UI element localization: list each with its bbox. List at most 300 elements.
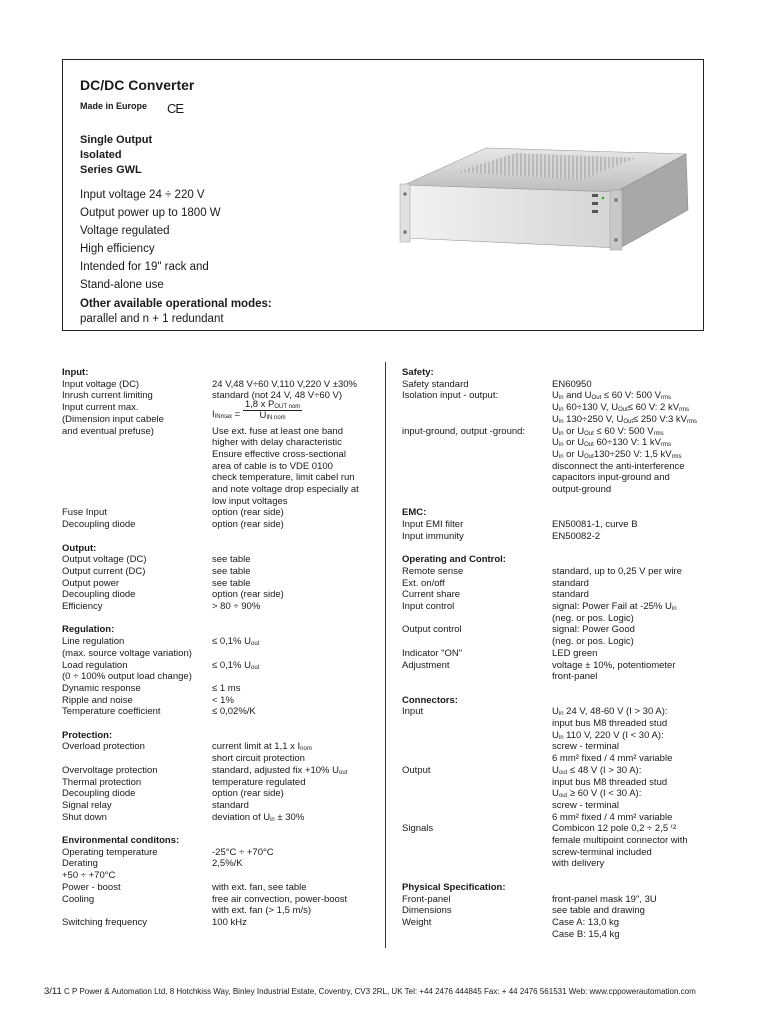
spec-row [402, 531, 722, 543]
spec-value: screw - terminal [552, 741, 620, 753]
vtext: ≥ 60 V (I < 30 A): [567, 788, 642, 800]
spec-row [402, 589, 722, 601]
spec-label-empty [402, 484, 552, 496]
spec-row [62, 601, 382, 613]
spec-row [402, 847, 722, 859]
spec-row [62, 519, 382, 531]
spec-value: (neg. or pos. Logic) [552, 636, 634, 648]
spec-value: screw - terminal [552, 799, 620, 811]
spec-label: (max. source voltage variation) [62, 647, 192, 659]
spec-value: with delivery [552, 858, 605, 870]
spec-label-empty [402, 741, 552, 753]
made-in-label: Made in Europe [80, 101, 148, 111]
vtext: ≤ 60 V: 500 V [593, 425, 654, 437]
input-current-label: Input current max. [62, 402, 139, 414]
spec-label: Overvoltage protection [62, 764, 158, 776]
spec-label: Current share [402, 589, 461, 601]
vsub: in [558, 395, 564, 402]
spec-row [62, 648, 382, 660]
value-text: deviation of U [212, 811, 271, 823]
dimension-label: (Dimension input cabele [62, 413, 164, 425]
spec-value: EN50082-2 [552, 530, 601, 542]
spec-row-input-current [62, 399, 382, 425]
spec-row [402, 905, 722, 917]
spec-row [62, 870, 382, 882]
spec-value: capacitors input-ground and [552, 472, 670, 484]
formula-den-text: U [259, 410, 267, 422]
spec-value: free air convection, power-boost [212, 893, 348, 905]
spacer [402, 543, 722, 555]
other-modes [80, 297, 272, 327]
vtext: 60÷130 V, U [563, 402, 619, 414]
spec-value: output-ground [552, 484, 612, 496]
spec-row [62, 496, 382, 508]
vtext: U [552, 788, 559, 800]
feature-item: High efficiency [80, 243, 155, 255]
spec-value: standard [212, 799, 249, 811]
spec-label: Load regulation [62, 659, 128, 671]
vsub: in [671, 606, 677, 613]
spec-value: 100 kHz [212, 916, 247, 928]
spacer [402, 496, 722, 508]
spec-label: Signals [402, 823, 434, 835]
vtext: and U [563, 390, 592, 402]
vtext: or U [563, 437, 585, 449]
spec-row [62, 554, 382, 566]
spec-value: short circuit protection [212, 753, 305, 765]
page-footer [44, 986, 696, 997]
vsub: in [558, 407, 564, 414]
spec-value: see table [212, 577, 251, 589]
spec-value: low input voltages [212, 495, 288, 507]
spec-row [402, 472, 722, 484]
spec-value: front-panel mask 19", 3U [552, 893, 657, 905]
spec-row [62, 812, 382, 824]
spec-row [62, 905, 382, 917]
spec-value: Ensure effective cross-sectional [212, 448, 346, 460]
other-modes-value: parallel and n + 1 redundant [80, 313, 224, 325]
spec-row [62, 461, 382, 473]
spec-label-empty [402, 730, 552, 742]
formula-den-sub: IN nom [266, 415, 286, 422]
section-title-emc: EMC: [402, 507, 427, 519]
spec-row [402, 414, 722, 426]
spec-label-empty [402, 613, 552, 625]
spec-label-empty [402, 753, 552, 765]
feature-item: Output power up to 1800 W [80, 207, 221, 219]
spec-value: -25°C ÷ +70°C [212, 846, 274, 858]
spec-right-column [402, 367, 722, 940]
vsub: rms [661, 395, 672, 402]
spec-row [62, 882, 382, 894]
spacer [62, 531, 382, 543]
feature-item: Stand-alone use [80, 279, 164, 291]
spec-label: Input EMI filter [402, 519, 464, 531]
spec-label-empty [62, 484, 212, 496]
spec-label: Overload protection [62, 741, 145, 753]
spec-label-empty [402, 402, 552, 414]
spec-row [402, 894, 722, 906]
spec-row [402, 379, 722, 391]
spec-value: input bus M8 threaded stud [552, 718, 668, 730]
spec-row [62, 777, 382, 789]
vsub: rms [679, 407, 690, 414]
value-text: ≤ 0,1% U [212, 636, 252, 648]
spec-value: 6 mm² fixed / 4 mm² variable [552, 811, 673, 823]
spec-label-empty [402, 812, 552, 824]
section-title-safety: Safety: [402, 367, 434, 378]
spec-label-empty [62, 753, 212, 765]
spec-row [62, 741, 382, 753]
spec-label-empty [402, 414, 552, 426]
spec-label: (0 ÷ 100% output load change) [62, 671, 192, 683]
spec-label: Cooling [62, 893, 95, 905]
section-title-connectors: Connectors: [402, 694, 458, 706]
spec-value: Use ext. fuse at least one band [212, 425, 343, 437]
spec-value: with ext. fan, see table [212, 881, 307, 893]
spec-row [62, 753, 382, 765]
spec-value: 24 V,48 V÷60 V,110 V,220 V ±30% [212, 378, 357, 390]
vtext: 130÷250 V: 1,5 kV [593, 448, 672, 460]
spec-row [62, 507, 382, 519]
spec-value: standard [552, 589, 589, 601]
series-line: Series GWL [80, 164, 142, 176]
spec-value: Combicon 12 pole 0,2 ÷ 2,5 ⁽² [552, 823, 677, 835]
spec-row [402, 823, 722, 835]
spec-label: Front-panel [402, 893, 451, 905]
vtext: U [552, 448, 559, 460]
spec-label [62, 402, 212, 425]
section-title-input: Input: [62, 367, 89, 378]
series-block [80, 133, 152, 178]
spacer [62, 613, 382, 625]
spec-row [402, 519, 722, 531]
vtext: 24 V, 48-60 V (I > 30 A): [563, 706, 668, 718]
spec-value: Case B: 15,4 kg [552, 928, 620, 940]
spec-row [402, 390, 722, 402]
spec-row [62, 788, 382, 800]
section-title-physical: Physical Specification: [402, 881, 506, 893]
spacer [402, 870, 722, 882]
spec-value: signal: Power Good [552, 624, 635, 636]
spec-label: Adjustment [402, 659, 450, 671]
spec-value: area of cable is to VDE 0100 [212, 460, 333, 472]
vsub: rms [671, 453, 682, 460]
formula-fraction [243, 400, 302, 421]
spec-row [402, 835, 722, 847]
vtext: ≤ 250 V:3 kV [633, 413, 688, 425]
formula-num-text: 1,8 x P [244, 399, 275, 411]
formula-denominator [243, 411, 302, 421]
spec-value [552, 449, 682, 461]
spec-value: Case A: 13,0 kg [552, 916, 620, 928]
spec-label [402, 929, 552, 941]
spec-row [62, 695, 382, 707]
spec-row [402, 660, 722, 672]
spec-row [402, 753, 722, 765]
spec-row [402, 858, 722, 870]
spec-value: standard (not 24 V, 48 V÷60 V) [212, 390, 343, 402]
value-text: ≤ 0,1% U [212, 659, 252, 671]
spec-value: EN60950 [552, 378, 592, 390]
spec-row [402, 648, 722, 660]
spec-value: see table [212, 554, 251, 566]
spec-label-empty [402, 847, 552, 859]
vtext: U [552, 437, 559, 449]
vtext: ≤ 60 V: 2 kV [627, 402, 680, 414]
spec-label: Power - boost [62, 881, 121, 893]
vtext: U [552, 402, 559, 414]
spec-label: Safety standard [402, 378, 469, 390]
value-text: current limit at 1,1 x I [212, 741, 301, 753]
spec-label [402, 671, 552, 683]
section-title-regulation: Regulation: [62, 624, 115, 636]
spec-value: option (rear side) [212, 507, 284, 519]
feature-list [80, 186, 221, 294]
spec-label-empty [402, 718, 552, 730]
spec-row [402, 765, 722, 777]
vsub: in [558, 418, 564, 425]
vsub: Out [584, 453, 594, 460]
spec-value [552, 765, 641, 777]
spec-value: option (rear side) [212, 788, 284, 800]
vsub: Out [618, 407, 628, 414]
spec-row [402, 800, 722, 812]
vtext: ≤ 48 V (I > 30 A): [567, 764, 642, 776]
spec-label: Indicator "ON" [402, 647, 463, 659]
vtext: or U [563, 448, 585, 460]
spec-row [402, 917, 722, 929]
spec-value: screw-terminal included [552, 846, 652, 858]
vsub: Out [584, 442, 594, 449]
spec-row [62, 472, 382, 484]
spec-value: disconnect the anti-interference [552, 460, 685, 472]
spec-value: female multipoint connector with [552, 835, 688, 847]
spec-label: Output [402, 764, 431, 776]
spec-value [552, 390, 671, 402]
spec-row [62, 894, 382, 906]
spec-row [402, 566, 722, 578]
spec-label-empty [402, 449, 552, 461]
spec-left-column [62, 367, 382, 929]
spec-label-empty [62, 461, 212, 473]
formula-lhs: I [212, 409, 215, 421]
spec-label-empty [402, 472, 552, 484]
spec-row [402, 449, 722, 461]
spacer [402, 683, 722, 695]
spec-value: EN50081-1, curve B [552, 519, 638, 531]
input-current-formula: $I_{INmax}$ = $\frac{1,8 x P_{OUT nom}}{U_{IN nom}}$ [212, 399, 301, 422]
value-sub: nom [300, 746, 312, 753]
spec-label-empty [62, 437, 212, 449]
spec-row [62, 917, 382, 929]
vsub: Out [584, 430, 594, 437]
page-number: 3/11 [44, 986, 62, 997]
spacer [62, 823, 382, 835]
vtext: U [552, 706, 559, 718]
spec-row [402, 636, 722, 648]
spec-row [402, 741, 722, 753]
spec-row [402, 671, 722, 683]
vsub: rms [687, 418, 698, 425]
spec-label: Derating [62, 858, 98, 870]
section-title-protection: Protection: [62, 729, 113, 741]
formula-numerator [243, 400, 302, 411]
spec-label: Switching frequency [62, 916, 148, 928]
spec-label: input-ground, output -ground: [402, 425, 526, 437]
spec-value: voltage ± 10%, potentiometer [552, 659, 676, 671]
spec-value: 2,5%/K [212, 858, 243, 870]
value-text: standard, adjusted fix +10% U [212, 764, 340, 776]
vtext: U [552, 425, 559, 437]
spec-label-empty [62, 449, 212, 461]
vsub: in [558, 430, 564, 437]
spec-row [62, 379, 382, 391]
spec-label: Input immunity [402, 530, 464, 542]
spec-label: Output current (DC) [62, 565, 146, 577]
spec-row [62, 437, 382, 449]
spec-row [402, 426, 722, 438]
spec-label [402, 636, 552, 648]
value-sub: out [339, 769, 348, 776]
vtext: U [552, 413, 559, 425]
vsub: in [558, 734, 564, 741]
spec-label: Ripple and noise [62, 694, 133, 706]
spec-row [62, 660, 382, 672]
spec-value: check temperature, limit cabel run [212, 472, 355, 484]
spec-row [402, 437, 722, 449]
series-line: Isolated [80, 149, 122, 161]
vsub: out [558, 769, 568, 776]
vsub: Out [591, 395, 602, 402]
spec-value: option (rear side) [212, 589, 284, 601]
feature-item: Voltage regulated [80, 225, 170, 237]
vtext: 60÷130 V: 1 kV [593, 437, 661, 449]
spec-row [402, 484, 722, 496]
spec-row [402, 929, 722, 941]
spec-row [402, 788, 722, 800]
section-title-operating-control: Operating and Control: [402, 554, 506, 566]
vsub: in [558, 711, 564, 718]
spec-label: Ext. on/off [402, 577, 445, 589]
section-title-output: Output: [62, 542, 97, 554]
spec-row [62, 636, 382, 648]
spec-value [212, 765, 347, 777]
vsub: in [558, 453, 564, 460]
spec-label: Fuse Input [62, 507, 107, 519]
spec-label: Dynamic response [62, 682, 141, 694]
spec-row [402, 812, 722, 824]
spec-value: see table [212, 565, 251, 577]
spec-value: higher with delay characteristic [212, 437, 342, 449]
spec-label-empty [62, 472, 212, 484]
value-tail: ± 30% [274, 811, 305, 823]
spec-row [402, 730, 722, 742]
value-sub: out [251, 664, 260, 671]
spec-value: ≤ 0,02%/K [212, 706, 256, 718]
spec-label-empty [402, 800, 552, 812]
vsub: in [558, 442, 564, 449]
vsub: rms [661, 442, 671, 449]
spec-row [62, 426, 382, 438]
spec-value [212, 660, 259, 672]
spec-label-empty [402, 777, 552, 789]
spec-value [552, 402, 689, 414]
spec-label: Output voltage (DC) [62, 554, 147, 566]
spec-label: Input voltage (DC) [62, 378, 140, 390]
spec-label: Efficiency [62, 601, 103, 613]
spec-row [62, 484, 382, 496]
spec-label: Output control [402, 624, 462, 636]
spec-value: front-panel [552, 671, 598, 683]
spec-row [62, 800, 382, 812]
spec-value [552, 601, 677, 613]
ce-mark-icon: CE [167, 101, 184, 116]
value-sub: in [270, 816, 275, 823]
spec-row [402, 461, 722, 473]
vtext: U [552, 390, 559, 402]
spec-label: Weight [402, 916, 432, 928]
spec-row [62, 390, 382, 402]
spec-value: see table and drawing [552, 905, 645, 917]
spec-value [552, 706, 668, 718]
spec-label: +50 ÷ +70°C [62, 870, 116, 882]
spec-label-empty [402, 461, 552, 473]
spec-value: input bus M8 threaded stud [552, 776, 668, 788]
spec-label: Temperature coefficient [62, 706, 161, 718]
spec-label: Isolation input - output: [402, 390, 499, 402]
spec-label: Remote sense [402, 565, 464, 577]
spec-label: Output power [62, 577, 120, 589]
spec-value [552, 426, 664, 438]
spec-label: Thermal protection [62, 776, 142, 788]
formula-num-sub: OUT nom [274, 404, 301, 411]
spec-row [62, 449, 382, 461]
spec-label: Line regulation [62, 636, 125, 648]
section-title-environment: Environmental conditons: [62, 835, 180, 847]
spec-value: and note voltage drop especially at [212, 484, 359, 496]
vtext: or U [563, 425, 585, 437]
value-sub: out [251, 641, 260, 648]
spec-label-empty [62, 496, 212, 508]
spec-row [62, 671, 382, 683]
spec-label [62, 905, 212, 917]
vtext: U [552, 764, 559, 776]
spec-value [212, 741, 312, 753]
spec-label: Dimensions [402, 905, 452, 917]
spec-label: Operating temperature [62, 846, 158, 858]
vtext: ≤ 60 V: 500 V [601, 390, 662, 402]
spec-value [552, 788, 641, 800]
spec-label: and eventual prefuse) [62, 425, 154, 437]
spec-value: < 1% [212, 694, 234, 706]
spec-value: > 80 ÷ 90% [212, 601, 261, 613]
formula-lhs-sub: INmax [214, 414, 232, 421]
spec-value: standard [552, 577, 589, 589]
spec-row [402, 624, 722, 636]
spec-row [402, 601, 722, 613]
spec-row [402, 777, 722, 789]
spec-label: Decoupling diode [62, 589, 136, 601]
spec-row [62, 847, 382, 859]
vtext: 130÷250 V, U [563, 413, 624, 425]
vtext: signal: Power Fail at -25% U [552, 601, 672, 613]
spec-row [402, 402, 722, 414]
spec-value: with ext. fan (> 1,5 m/s) [212, 905, 311, 917]
vsub: out [558, 793, 568, 800]
spec-value [552, 414, 697, 426]
spec-value [552, 437, 671, 449]
